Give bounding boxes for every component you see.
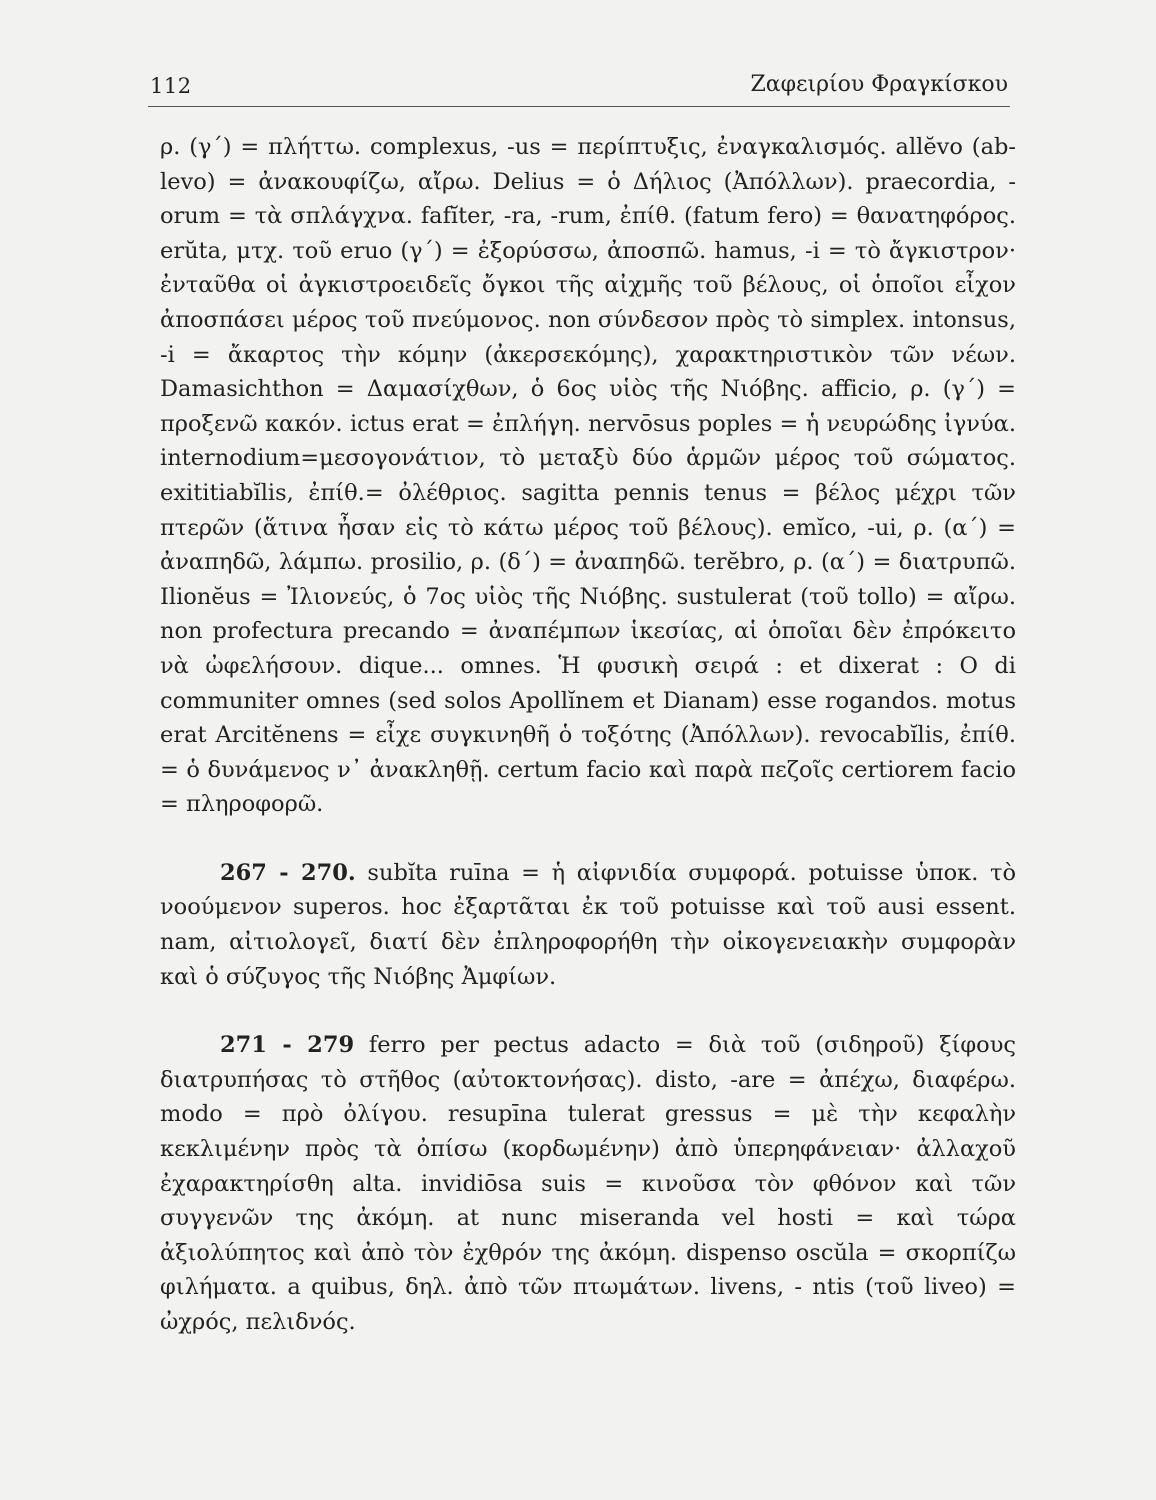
paragraph-text: subĭta ruīna = ἡ αἰφνιδία συμφορά. potuisse ὑποκ. τὸ νοούμενον superos. hoc ἐξαρτᾶται ἐκ τοῦ potuisse καὶ τοῦ ausi essent. nam, αἰτιολογεῖ, διατί δὲν ἐπληροφορήθη τὴν οἰκογενειακὴν συμφορὰν καὶ ὁ σύζυγος τῆς Νιόβης Ἀμφίων. xyxy=(160,859,1017,990)
line-reference: 267 - 270. xyxy=(220,859,356,886)
paragraph xyxy=(160,856,1016,994)
commentary-text xyxy=(160,130,1016,1340)
paragraph-text: ρ. (γ΄) = πλήττω. complexus, -us = περίπτυξις, ἐναγκαλισμός. allĕvo (ab-levo) = ἀνακουφίζω, αἴρω. Delius = ὁ Δήλιος (Ἀπόλλων). praecordia, -orum = τὰ σπλάγχνα. fafĭter, -ra, -rum, ἐπίθ. (fatum fero) = θανατηφόρος. erŭta, μτχ. τοῦ eruo (γ΄) = ἐξορύσσω, ἀποσπῶ. hamus, -i = τὸ ἄγκιστρον· ἐνταῦθα οἱ ἀγκιστροειδεῖς ὄγκοι τῆς αἰχμῆς τοῦ βέλους, οἱ ὁποῖοι εἶχον ἀποσπάσει μέρος τοῦ πνεύμονος. non σύνδεσον πρὸς τὸ simplex. intonsus, -i = ἄκαρτος τὴν κόμην (ἀκερσεκόμης), χαρακτηριστικὸν τῶν νέων. Damasichthon = Δαμασίχθων, ὁ 6ος υἱὸς τῆς Νιόβης. afficio, ρ. (γ΄) = προξενῶ κακόν. ictus erat = ἐπλήγη. nervōsus poples = ἡ νευρώδης ἰγνύα. internodium=μεσογονάτιον, τὸ μεταξὺ δύο ἁρμῶν μέρος τοῦ σώματος. exititiabĭlis, ἐπίθ.= ὀλέθριος. sagitta pennis tenus = βέλος μέχρι τῶν πτερῶν (ἅτινα ἦσαν εἰς τὸ κάτω μέρος τοῦ βέλους). emĭco, -ui, ρ. (α΄) = ἀναπηδῶ, λάμπω. prosilio, ρ. (δ΄) = ἀναπηδῶ. terĕbro, ρ. (α΄) = διατρυπῶ. Ilionĕus = Ἰλιονεύς, ὁ 7ος υἱὸς τῆς Νιόβης. sustulerat (τοῦ tollo) = αἴρω. non profectura precando = ἀναπέμπων ἱκεσίας, αἱ ὁποῖαι δὲν ἐπρόκειτο νὰ ὠφελήσουν. dique... omnes. Ἡ φυσικὴ σειρά : et dixerat : O di communiter omnes (sed solos Apollĭnem et Dianam) esse rogandos. motus erat Arcitĕnens = εἶχε συγκινηθῆ ὁ τοξότης (Ἀπόλλων). revocabĭlis, ἐπίθ. = ὁ δυνάμενος ν᾿ ἀνακληθῇ. certum facio καὶ παρὰ πεζοῖς certiorem facio = πληροφορῶ. xyxy=(160,134,1016,818)
line-reference: 271 - 279 xyxy=(220,1032,355,1059)
paragraph xyxy=(160,1028,1016,1339)
running-title: Ζαφειρίου Φραγκίσκου xyxy=(750,72,1008,97)
paragraph-text: ferro per pectus adacto = διὰ τοῦ (σιδηροῦ) ξίφους διατρυπήσας τὸ στῆθος (αὐτοκτονήσας). disto, -are = ἀπέχω, διαφέρω. modo = πρὸ ὀλίγου. resupīna tulerat gressus = μὲ τὴν κεφαλὴν κεκλιμένην πρὸς τὰ ὀπίσω (κορδωμένην) ἀπὸ ὑπερηφάνειαν· ἀλλαχοῦ ἐχαρακτηρίσθη alta. invidiōsa suis = κινοῦσα τὸν φθόνον καὶ τῶν συγγενῶν της ἀκόμη. at nunc miseranda vel hosti = καὶ τώρα ἀξιολύπητος καὶ ἀπὸ τὸν ἐχθρόν της ἀκόμη. dispenso oscŭla = σκορπίζω φιλήματα. a quibus, δηλ. ἀπὸ τῶν πτωμάτων. livens, - ntis (τοῦ liveo) = ὠχρός, πελιδνός. xyxy=(160,1032,1016,1335)
page-number: 112 xyxy=(150,74,192,98)
paragraph xyxy=(160,130,1016,822)
page-header xyxy=(148,66,1010,107)
